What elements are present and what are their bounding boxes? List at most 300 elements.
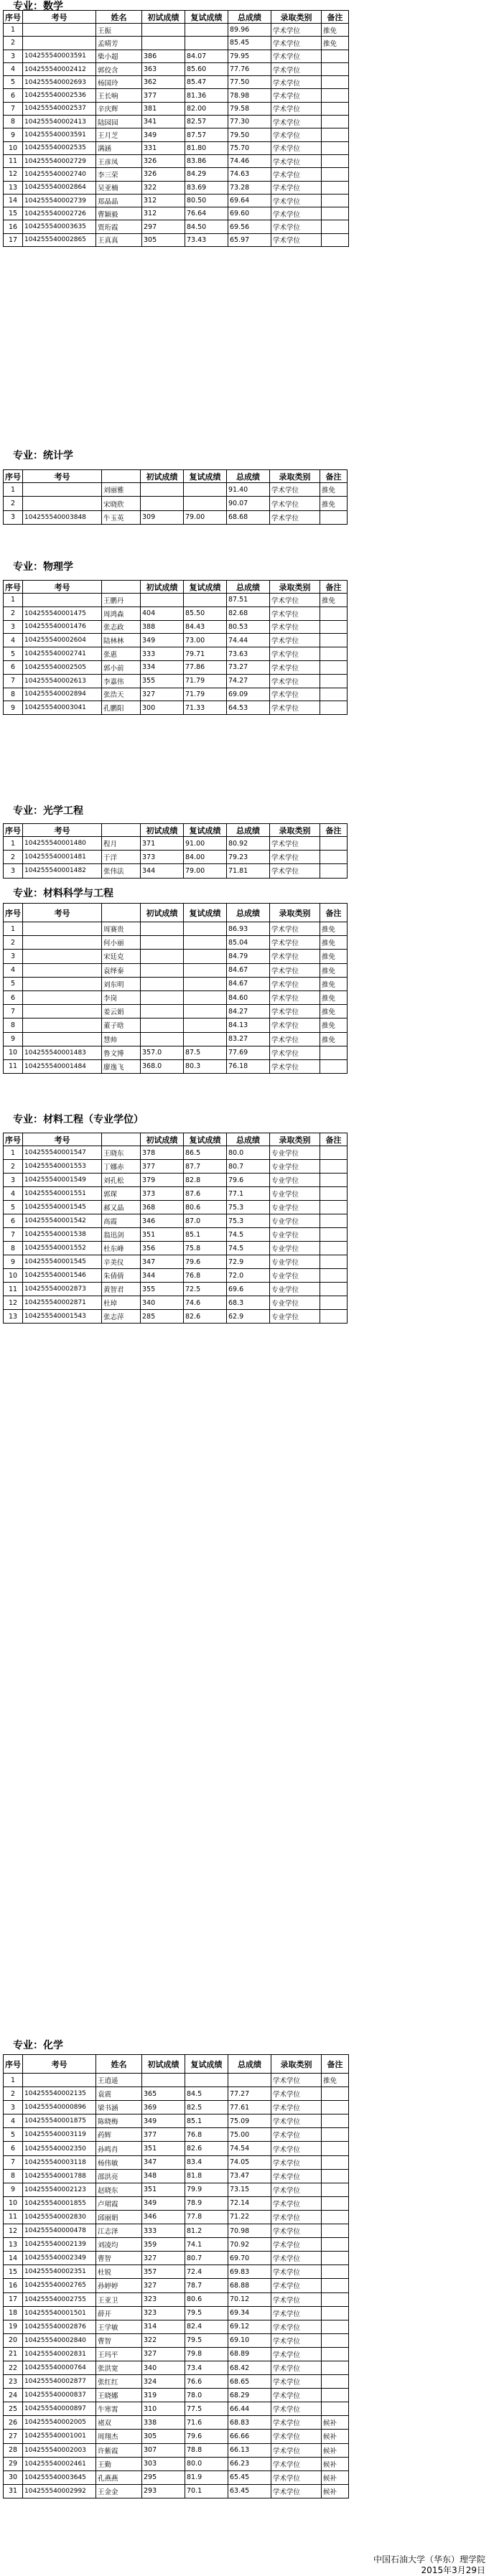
- name-cell: 于洋: [102, 851, 141, 864]
- table-row: [4, 620, 348, 634]
- note-cell: [320, 647, 348, 661]
- initial-score-cell: 309: [141, 510, 184, 524]
- section-title: 专业：统计学: [13, 450, 73, 462]
- index-cell: 4: [4, 634, 23, 647]
- admission-category-cell: 学术学位: [271, 2306, 322, 2320]
- name-cell: 郭佼含: [96, 62, 142, 75]
- table-header-row: [4, 581, 348, 594]
- admission-category-cell: 学术学位: [271, 2114, 322, 2128]
- admission-category-cell: 学术学位: [271, 2183, 322, 2196]
- retest-score-cell: 80.6: [184, 1201, 227, 1214]
- header-re: 复试成绩: [184, 1133, 227, 1146]
- total-score-cell: 79.50: [228, 128, 271, 141]
- note-cell: [322, 2389, 349, 2402]
- retest-score-cell: 85.60: [185, 62, 228, 75]
- index-cell: 14: [4, 2252, 23, 2265]
- initial-score-cell: 368.0: [141, 1059, 184, 1073]
- note-cell: [320, 851, 348, 864]
- initial-score-cell: [142, 37, 185, 50]
- index-cell: 21: [4, 2347, 23, 2361]
- retest-score-cell: 84.07: [185, 50, 228, 62]
- admission-category-cell: 学术学位: [270, 1046, 320, 1059]
- admission-category-cell: 学术学位: [271, 2292, 322, 2306]
- retest-score-cell: 79.5: [185, 2306, 228, 2320]
- index-cell: 22: [4, 2361, 23, 2374]
- total-score-cell: 72.9: [227, 1255, 270, 1269]
- header-cat: 录取类别: [270, 1133, 320, 1146]
- name-cell: 刘东明: [102, 977, 141, 990]
- note-cell: 推免: [320, 922, 348, 936]
- total-score-cell: 68.65: [228, 2375, 271, 2389]
- admission-category-cell: 学术学位: [271, 2443, 322, 2457]
- initial-score-cell: 349: [142, 2196, 185, 2210]
- table-row: [4, 963, 348, 977]
- index-cell: 7: [4, 102, 23, 115]
- total-score-cell: 68.88: [228, 2279, 271, 2292]
- note-cell: [320, 634, 348, 647]
- retest-score-cell: 91.00: [184, 837, 227, 851]
- admission-category-cell: 学术学位: [271, 2238, 322, 2252]
- initial-score-cell: [141, 1032, 184, 1046]
- table-row: [4, 864, 348, 878]
- index-cell: 3: [4, 864, 23, 878]
- name-cell: 药辉: [96, 2128, 142, 2142]
- table-row: [4, 594, 348, 607]
- exam-id-cell: [23, 483, 102, 497]
- retest-score-cell: 81.80: [185, 141, 228, 154]
- total-score-cell: 83.27: [227, 1032, 270, 1046]
- retest-score-cell: 82.5: [185, 2101, 228, 2114]
- initial-score-cell: 404: [141, 606, 184, 620]
- name-cell: 柴小超: [96, 50, 142, 62]
- name-cell: 曹智: [96, 2252, 142, 2265]
- retest-score-cell: 74.1: [185, 2238, 228, 2252]
- initial-score-cell: 326: [142, 168, 185, 181]
- retest-score-cell: 79.6: [185, 2430, 228, 2443]
- table-row: [4, 2101, 349, 2114]
- total-score-cell: 75.3: [227, 1201, 270, 1214]
- initial-score-cell: 347: [142, 2155, 185, 2169]
- name-cell: 朱倩倩: [102, 1269, 141, 1283]
- index-cell: 4: [4, 963, 23, 977]
- table-row: [4, 2074, 349, 2087]
- name-cell: 袁震: [96, 2087, 142, 2101]
- index-cell: 5: [4, 977, 23, 990]
- exam-id-cell: 104255540002005: [23, 2416, 96, 2430]
- total-score-cell: 77.27: [228, 2087, 271, 2101]
- index-cell: 1: [4, 1146, 23, 1160]
- note-cell: [320, 606, 348, 620]
- admission-category-cell: 学术学位: [270, 701, 320, 715]
- total-score-cell: 84.67: [227, 977, 270, 990]
- table-row: [4, 1255, 348, 1269]
- admission-category-cell: 学术学位: [271, 2252, 322, 2265]
- retest-score-cell: 79.5: [185, 2333, 228, 2347]
- note-cell: [322, 2333, 349, 2347]
- total-score-cell: 73.15: [228, 2183, 271, 2196]
- exam-id-cell: 104255540001543: [23, 1310, 102, 1324]
- name-cell: 郑晶晶: [96, 194, 142, 207]
- header-total: 总成绩: [227, 1133, 270, 1146]
- name-cell: 曹智: [96, 2333, 142, 2347]
- total-score-cell: 66.44: [228, 2402, 271, 2416]
- total-score-cell: 68.29: [228, 2389, 271, 2402]
- total-score-cell: 66.66: [228, 2430, 271, 2443]
- initial-score-cell: 377: [141, 1160, 184, 1174]
- table-row: [4, 2183, 349, 2196]
- total-score-cell: 74.5: [227, 1242, 270, 1255]
- index-cell: 16: [4, 220, 23, 233]
- total-score-cell: 77.76: [228, 62, 271, 75]
- table-row: [4, 102, 349, 115]
- admission-category-cell: 学术学位: [270, 634, 320, 647]
- retest-score-cell: 86.5: [184, 1146, 227, 1160]
- total-score-cell: 68.3: [227, 1296, 270, 1310]
- admission-category-cell: 学术学位: [271, 2101, 322, 2114]
- total-score-cell: 77.30: [228, 116, 271, 128]
- name-cell: 贾珩霞: [96, 220, 142, 233]
- total-score-cell: 62.9: [227, 1310, 270, 1324]
- total-score-cell: 71.22: [228, 2210, 271, 2224]
- header-id: 考号: [23, 2055, 96, 2074]
- table-row: [4, 2333, 349, 2347]
- index-cell: 11: [4, 154, 23, 167]
- initial-score-cell: [141, 922, 184, 936]
- note-cell: 推免: [320, 483, 348, 497]
- retest-score-cell: 81.36: [185, 89, 228, 102]
- index-cell: 17: [4, 233, 23, 246]
- note-cell: 推免: [320, 497, 348, 510]
- note-cell: [322, 50, 349, 62]
- table-row: [4, 837, 348, 851]
- initial-score-cell: 373: [141, 851, 184, 864]
- table-row: [4, 2402, 349, 2416]
- name-cell: 薛开: [96, 2306, 142, 2320]
- index-cell: 11: [4, 2210, 23, 2224]
- note-cell: [322, 2196, 349, 2210]
- retest-score-cell: 81.9: [185, 2470, 228, 2484]
- note-cell: 推免: [322, 2074, 349, 2087]
- index-cell: 29: [4, 2457, 23, 2470]
- header-idx: 序号: [4, 2055, 23, 2074]
- table-row: [4, 483, 348, 497]
- exam-id-cell: 104255540002865: [23, 233, 96, 246]
- admission-category-cell: 专业学位: [270, 1201, 320, 1214]
- retest-score-cell: 84.50: [185, 220, 228, 233]
- note-cell: [322, 2402, 349, 2416]
- initial-score-cell: 348: [142, 2169, 185, 2183]
- name-cell: 卢珺霞: [96, 2196, 142, 2210]
- note-cell: [322, 2101, 349, 2114]
- admission-category-cell: 学术学位: [271, 194, 322, 207]
- index-cell: 15: [4, 207, 23, 220]
- note-cell: [322, 2128, 349, 2142]
- index-cell: 9: [4, 2183, 23, 2196]
- name-cell: 慧帅: [102, 1032, 141, 1046]
- note-cell: [322, 2265, 349, 2279]
- exam-id-cell: [23, 594, 102, 607]
- admission-category-cell: 学术学位: [270, 977, 320, 990]
- retest-score-cell: 83.69: [185, 181, 228, 194]
- exam-id-cell: 104255540002871: [23, 1296, 102, 1310]
- name-cell: 王亚卫: [96, 2292, 142, 2306]
- table-row: [4, 2210, 349, 2224]
- exam-id-cell: 104255540000764: [23, 2361, 96, 2374]
- initial-score-cell: 314: [142, 2320, 185, 2333]
- score-table: [3, 1133, 348, 1324]
- name-cell: 邱丽娟: [96, 2210, 142, 2224]
- name-cell: 杜琸: [102, 1296, 141, 1310]
- initial-score-cell: [141, 963, 184, 977]
- initial-score-cell: 347: [141, 1255, 184, 1269]
- index-cell: 5: [4, 76, 23, 89]
- table-row: [4, 1214, 348, 1228]
- note-cell: [322, 2252, 349, 2265]
- note-cell: [322, 181, 349, 194]
- note-cell: [320, 1160, 348, 1174]
- header-name: 姓名: [96, 11, 142, 24]
- score-table: [3, 903, 348, 1074]
- name-cell: 黄智君: [102, 1283, 141, 1296]
- table-row: [4, 674, 348, 688]
- table-row: [4, 2128, 349, 2142]
- note-cell: [322, 168, 349, 181]
- note-cell: [322, 233, 349, 246]
- header-id: 考号: [23, 11, 96, 24]
- note-cell: 推免: [320, 594, 348, 607]
- retest-score-cell: 73.43: [185, 233, 228, 246]
- initial-score-cell: 365: [142, 2087, 185, 2101]
- index-cell: 10: [4, 141, 23, 154]
- index-cell: 2: [4, 1160, 23, 1174]
- exam-id-cell: [23, 1032, 102, 1046]
- name-cell: 鲁文博: [102, 1046, 141, 1059]
- note-cell: [320, 1255, 348, 1269]
- note-cell: [320, 1201, 348, 1214]
- initial-score-cell: 334: [141, 660, 184, 674]
- retest-score-cell: [184, 977, 227, 990]
- initial-score-cell: 349: [142, 2114, 185, 2128]
- admission-category-cell: 学术学位: [271, 207, 322, 220]
- table-row: [4, 76, 349, 89]
- exam-id-cell: [23, 24, 96, 37]
- retest-score-cell: 82.4: [185, 2320, 228, 2333]
- table-row: [4, 950, 348, 963]
- retest-score-cell: 81.2: [185, 2224, 228, 2238]
- name-cell: 王月芝: [96, 128, 142, 141]
- table-row: [4, 2142, 349, 2155]
- total-score-cell: 69.70: [228, 2252, 271, 2265]
- exam-id-cell: [23, 37, 96, 50]
- index-cell: 3: [4, 510, 23, 524]
- header-note: 备注: [320, 904, 348, 922]
- name-cell: 辛美仪: [102, 1255, 141, 1269]
- exam-id-cell: 104255540002729: [23, 154, 96, 167]
- header-name: [102, 581, 141, 594]
- exam-id-cell: 104255540002350: [23, 2142, 96, 2155]
- initial-score-cell: 327: [142, 2279, 185, 2292]
- header-note: 备注: [322, 2055, 349, 2074]
- header-name: [102, 904, 141, 922]
- table-row: [4, 2292, 349, 2306]
- footer: [373, 2554, 485, 2576]
- note-cell: [322, 220, 349, 233]
- header-init: 初试成绩: [141, 1133, 184, 1146]
- admission-category-cell: 学术学位: [271, 2470, 322, 2484]
- name-cell: 张志政: [102, 620, 141, 634]
- exam-id-cell: 104255540002894: [23, 688, 102, 701]
- table-row: [4, 1228, 348, 1242]
- header-init: 初试成绩: [141, 581, 184, 594]
- score-table: [3, 469, 348, 525]
- retest-score-cell: 82.6: [184, 1310, 227, 1324]
- table-row: [4, 647, 348, 661]
- table-row: [4, 1018, 348, 1032]
- admission-category-cell: 学术学位: [271, 62, 322, 75]
- header-init: 初试成绩: [141, 904, 184, 922]
- admission-category-cell: 学术学位: [271, 2484, 322, 2498]
- retest-score-cell: 77.8: [185, 2210, 228, 2224]
- table-row: [4, 922, 348, 936]
- initial-score-cell: 327: [142, 2347, 185, 2361]
- note-cell: [322, 2279, 349, 2292]
- header-id: 考号: [23, 581, 102, 594]
- exam-id-cell: 104255540002830: [23, 2210, 96, 2224]
- total-score-cell: 73.28: [228, 181, 271, 194]
- table-row: [4, 194, 349, 207]
- total-score-cell: 69.56: [228, 220, 271, 233]
- index-cell: 7: [4, 1005, 23, 1018]
- header-idx: 序号: [4, 904, 23, 922]
- name-cell: 牛玉英: [102, 510, 141, 524]
- note-cell: [320, 688, 348, 701]
- header-init: 初试成绩: [142, 11, 185, 24]
- exam-id-cell: 104255540002604: [23, 634, 102, 647]
- note-cell: [322, 154, 349, 167]
- retest-score-cell: 83.4: [185, 2155, 228, 2169]
- table-row: [4, 24, 349, 37]
- name-cell: 杜锐: [96, 2265, 142, 2279]
- initial-score-cell: 305: [142, 233, 185, 246]
- initial-score-cell: 363: [142, 62, 185, 75]
- note-cell: [320, 1228, 348, 1242]
- index-cell: 24: [4, 2389, 23, 2402]
- index-cell: 5: [4, 647, 23, 661]
- table-row: [4, 1160, 348, 1174]
- header-re: 复试成绩: [184, 470, 227, 483]
- retest-score-cell: 81.8: [185, 2169, 228, 2183]
- admission-category-cell: 学术学位: [271, 76, 322, 89]
- admission-category-cell: 学术学位: [270, 510, 320, 524]
- initial-score-cell: 369: [142, 2101, 185, 2114]
- exam-id-cell: 104255540003119: [23, 2128, 96, 2142]
- retest-score-cell: 71.79: [184, 688, 227, 701]
- index-cell: 8: [4, 116, 23, 128]
- exam-id-cell: 104255540002123: [23, 2183, 96, 2196]
- initial-score-cell: 300: [141, 701, 184, 715]
- total-score-cell: 87.51: [227, 594, 270, 607]
- table-row: [4, 1296, 348, 1310]
- name-cell: 赵晓东: [96, 2183, 142, 2196]
- note-cell: [322, 62, 349, 75]
- admission-category-cell: 专业学位: [270, 1146, 320, 1160]
- initial-score-cell: 340: [141, 1296, 184, 1310]
- name-cell: 周鸿森: [102, 606, 141, 620]
- table-row: [4, 2484, 349, 2498]
- table-header-row: [4, 1133, 348, 1146]
- note-cell: [322, 207, 349, 220]
- index-cell: 7: [4, 2155, 23, 2169]
- table-row: [4, 2087, 349, 2101]
- index-cell: 25: [4, 2402, 23, 2416]
- retest-score-cell: 80.0: [185, 2457, 228, 2470]
- retest-score-cell: 80.6: [185, 2292, 228, 2306]
- exam-id-cell: 104255540002135: [23, 2087, 96, 2101]
- score-table: [3, 2054, 349, 2498]
- table-row: [4, 2361, 349, 2374]
- total-score-cell: 72.0: [227, 1269, 270, 1283]
- admission-category-cell: 专业学位: [270, 1242, 320, 1255]
- index-cell: 3: [4, 950, 23, 963]
- exam-id-cell: [23, 2074, 96, 2087]
- table-row: [4, 1059, 348, 1073]
- section-title: 专业：光学工程: [13, 805, 83, 817]
- admission-category-cell: 学术学位: [270, 1018, 320, 1032]
- note-cell: 候补: [322, 2484, 349, 2498]
- exam-id-cell: 104255540001538: [23, 1228, 102, 1242]
- retest-score-cell: 77.5: [185, 2402, 228, 2416]
- index-cell: 5: [4, 1201, 23, 1214]
- score-table: [3, 580, 348, 715]
- admission-category-cell: 学术学位: [271, 2457, 322, 2470]
- header-init: 初试成绩: [141, 824, 184, 837]
- index-cell: 18: [4, 2306, 23, 2320]
- note-cell: 推免: [320, 963, 348, 977]
- table-row: [4, 2196, 349, 2210]
- retest-score-cell: 79.8: [185, 2347, 228, 2361]
- retest-score-cell: 78.7: [185, 2279, 228, 2292]
- index-cell: 8: [4, 1242, 23, 1255]
- table-header-row: [4, 11, 349, 24]
- index-cell: 12: [4, 2224, 23, 2238]
- name-cell: 张浩天: [102, 688, 141, 701]
- header-re: 复试成绩: [185, 2055, 228, 2074]
- table-row: [4, 510, 348, 524]
- index-cell: 11: [4, 1283, 23, 1296]
- name-cell: 王金金: [96, 2484, 142, 2498]
- retest-score-cell: [185, 24, 228, 37]
- admission-category-cell: 学术学位: [271, 2430, 322, 2443]
- header-idx: 序号: [4, 581, 23, 594]
- header-note: 备注: [320, 824, 348, 837]
- admission-category-cell: 学术学位: [271, 2361, 322, 2374]
- total-score-cell: 66.13: [228, 2443, 271, 2457]
- note-cell: 候补: [322, 2430, 349, 2443]
- total-score-cell: 75.3: [227, 1214, 270, 1228]
- total-score-cell: 73.27: [227, 660, 270, 674]
- exam-id-cell: 104255540001547: [23, 1146, 102, 1160]
- admission-category-cell: 专业学位: [270, 1174, 320, 1187]
- total-score-cell: 71.81: [227, 864, 270, 878]
- admission-category-cell: 学术学位: [270, 864, 320, 878]
- initial-score-cell: 388: [141, 620, 184, 634]
- admission-category-cell: 学术学位: [270, 963, 320, 977]
- index-cell: 4: [4, 2114, 23, 2128]
- initial-score-cell: 310: [142, 2402, 185, 2416]
- total-score-cell: 82.68: [227, 606, 270, 620]
- table-row: [4, 977, 348, 990]
- admission-category-cell: 学术学位: [270, 674, 320, 688]
